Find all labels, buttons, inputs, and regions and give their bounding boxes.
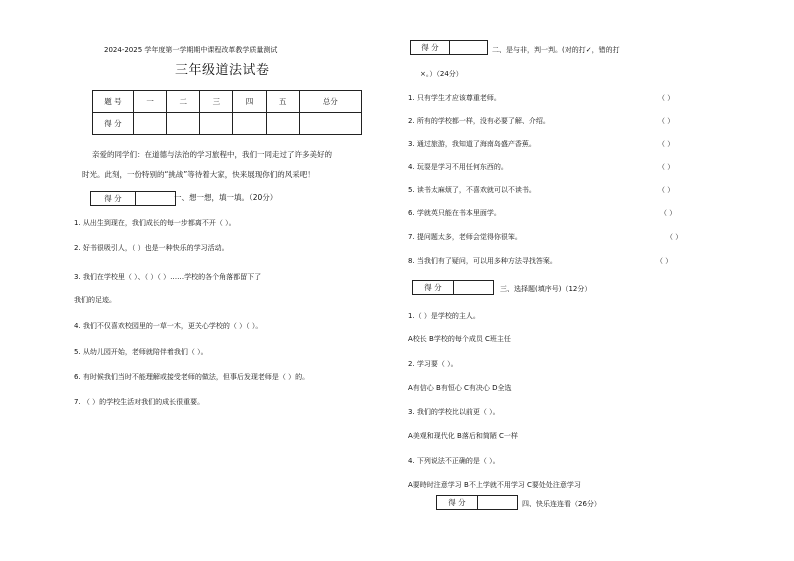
judge-question: 2. 所有的学校都一样，没有必要了解、介绍。 xyxy=(408,117,550,125)
section4-score-blank[interactable] xyxy=(478,496,517,509)
section1-score-box xyxy=(90,191,176,206)
judge-question: 8. 当我们有了疑问，可以用多种方法寻找答案。 xyxy=(408,257,557,265)
score-table-row-label: 得 分 xyxy=(93,113,134,135)
judge-answer-paren[interactable]: （ ） xyxy=(660,209,677,217)
score-table xyxy=(92,90,362,135)
section1-question: 4. 我们不仅喜欢校园里的一草一木，更关心学校的（ ）（ ）。 xyxy=(74,322,263,330)
choice-question: 3. 我们的学校比以前更（ ）。 xyxy=(408,408,500,416)
intro-line-1: 亲爱的同学们：在道德与法治的学习旅程中，我们一同走过了许多美好的 xyxy=(92,150,332,159)
score-table-header-row xyxy=(93,91,362,113)
section2-score-box xyxy=(410,40,488,55)
section1-score-blank[interactable] xyxy=(136,192,175,205)
judge-answer-paren[interactable]: （ ） xyxy=(666,233,683,241)
choice-question: 1.（ ）是学校的主人。 xyxy=(408,312,480,320)
section3-title: 三、选择题(填序号)（12分） xyxy=(500,285,592,293)
judge-answer-paren[interactable]: （ ） xyxy=(658,163,675,171)
section1-score-label: 得 分 xyxy=(91,192,136,205)
judge-answer-paren[interactable]: （ ） xyxy=(658,117,675,125)
choice-options: A要時时注意学习 B不上学就不用学习 C要处处注意学习 xyxy=(408,481,581,489)
section4-title: 四、快乐连连看（26分） xyxy=(522,500,601,508)
judge-answer-paren[interactable]: （ ） xyxy=(656,257,673,265)
score-cell[interactable] xyxy=(200,113,233,135)
choice-options: A美观和现代化 B落后和简陋 C一样 xyxy=(408,432,518,440)
section1-title: 一、想一想，填一填。（20分） xyxy=(174,193,278,202)
score-cell[interactable] xyxy=(134,113,167,135)
judge-question: 3. 通过旅游，我知道了海南岛盛产香蕉。 xyxy=(408,140,536,148)
choice-options: A校长 B学校的每个成员 C班主任 xyxy=(408,335,511,343)
judge-question: 6. 学就英只能在书本里面学。 xyxy=(408,209,501,217)
score-table-header: 题 号 xyxy=(93,91,134,113)
section1-question: 1. 从出生到现在，我们成长的每一步都离不开（ ）。 xyxy=(74,219,236,227)
section1-question: 6. 有时候我们当时不能理解或接受老师的做法，但事后发现老师是（ ）的。 xyxy=(74,373,310,381)
score-table-row xyxy=(93,113,362,135)
choice-options: A有信心 B有恒心 C有决心 D全选 xyxy=(408,384,512,392)
score-table-header: 总分 xyxy=(299,91,361,113)
section1-question: 2. 好书很吸引人，（ ）也是一种快乐的学习活动。 xyxy=(74,244,229,252)
section3-score-box xyxy=(412,280,494,295)
section1-question: 5. 从幼儿园开始，老师就陪伴着我们（ ）。 xyxy=(74,348,208,356)
section3-score-label: 得 分 xyxy=(413,281,454,294)
score-table-header: 三 xyxy=(200,91,233,113)
score-cell[interactable] xyxy=(266,113,299,135)
exam-header: 2024-2025 学年度第一学期期中课程改革教学质量测试 xyxy=(104,46,278,54)
judge-question: 4. 玩耍是学习不用任何东西的。 xyxy=(408,163,508,171)
score-cell[interactable] xyxy=(299,113,361,135)
section1-question: 3. 我们在学校里（ ）、（ ）（ ）……学校的各个角落都留下了 xyxy=(74,273,262,281)
section3-score-blank[interactable] xyxy=(454,281,493,294)
score-table-header: 一 xyxy=(134,91,167,113)
section4-score-label: 得 分 xyxy=(437,496,478,509)
judge-answer-paren[interactable]: （ ） xyxy=(658,94,675,102)
choice-question: 4. 下列说法不正确的是（ ）。 xyxy=(408,457,500,465)
score-cell[interactable] xyxy=(167,113,200,135)
section4-score-box xyxy=(436,495,518,510)
section2-score-label: 得 分 xyxy=(411,41,450,54)
section2-title-line-2: ×。）（24分） xyxy=(420,70,463,78)
section1-question: 我们的足迹。 xyxy=(74,296,116,304)
section2-score-blank[interactable] xyxy=(450,41,487,54)
judge-answer-paren[interactable]: （ ） xyxy=(658,140,675,148)
choice-question: 2. 学习要（ ）。 xyxy=(408,360,458,368)
section2-title-line-1: 二、是与非，判一判。(对的打✓，错的打 xyxy=(492,46,620,54)
judge-answer-paren[interactable]: （ ） xyxy=(658,186,675,194)
intro-line-2: 时光。此刻，一份特别的“挑战”等待着大家，快来展现你们的风采吧！ xyxy=(82,170,315,179)
score-table-header: 四 xyxy=(233,91,266,113)
score-table-header: 五 xyxy=(266,91,299,113)
score-table-header: 二 xyxy=(167,91,200,113)
judge-question: 1. 只有学生才应该尊重老师。 xyxy=(408,94,501,102)
judge-question: 5. 读书太麻烦了，不喜欢就可以不读书。 xyxy=(408,186,536,194)
judge-question: 7. 提问题太多，老师会觉得你很笨。 xyxy=(408,233,522,241)
score-cell[interactable] xyxy=(233,113,266,135)
exam-title: 三年级道法试卷 xyxy=(175,63,270,78)
section1-question: 7. （ ）的学校生活对我们的成长很重要。 xyxy=(74,398,205,406)
